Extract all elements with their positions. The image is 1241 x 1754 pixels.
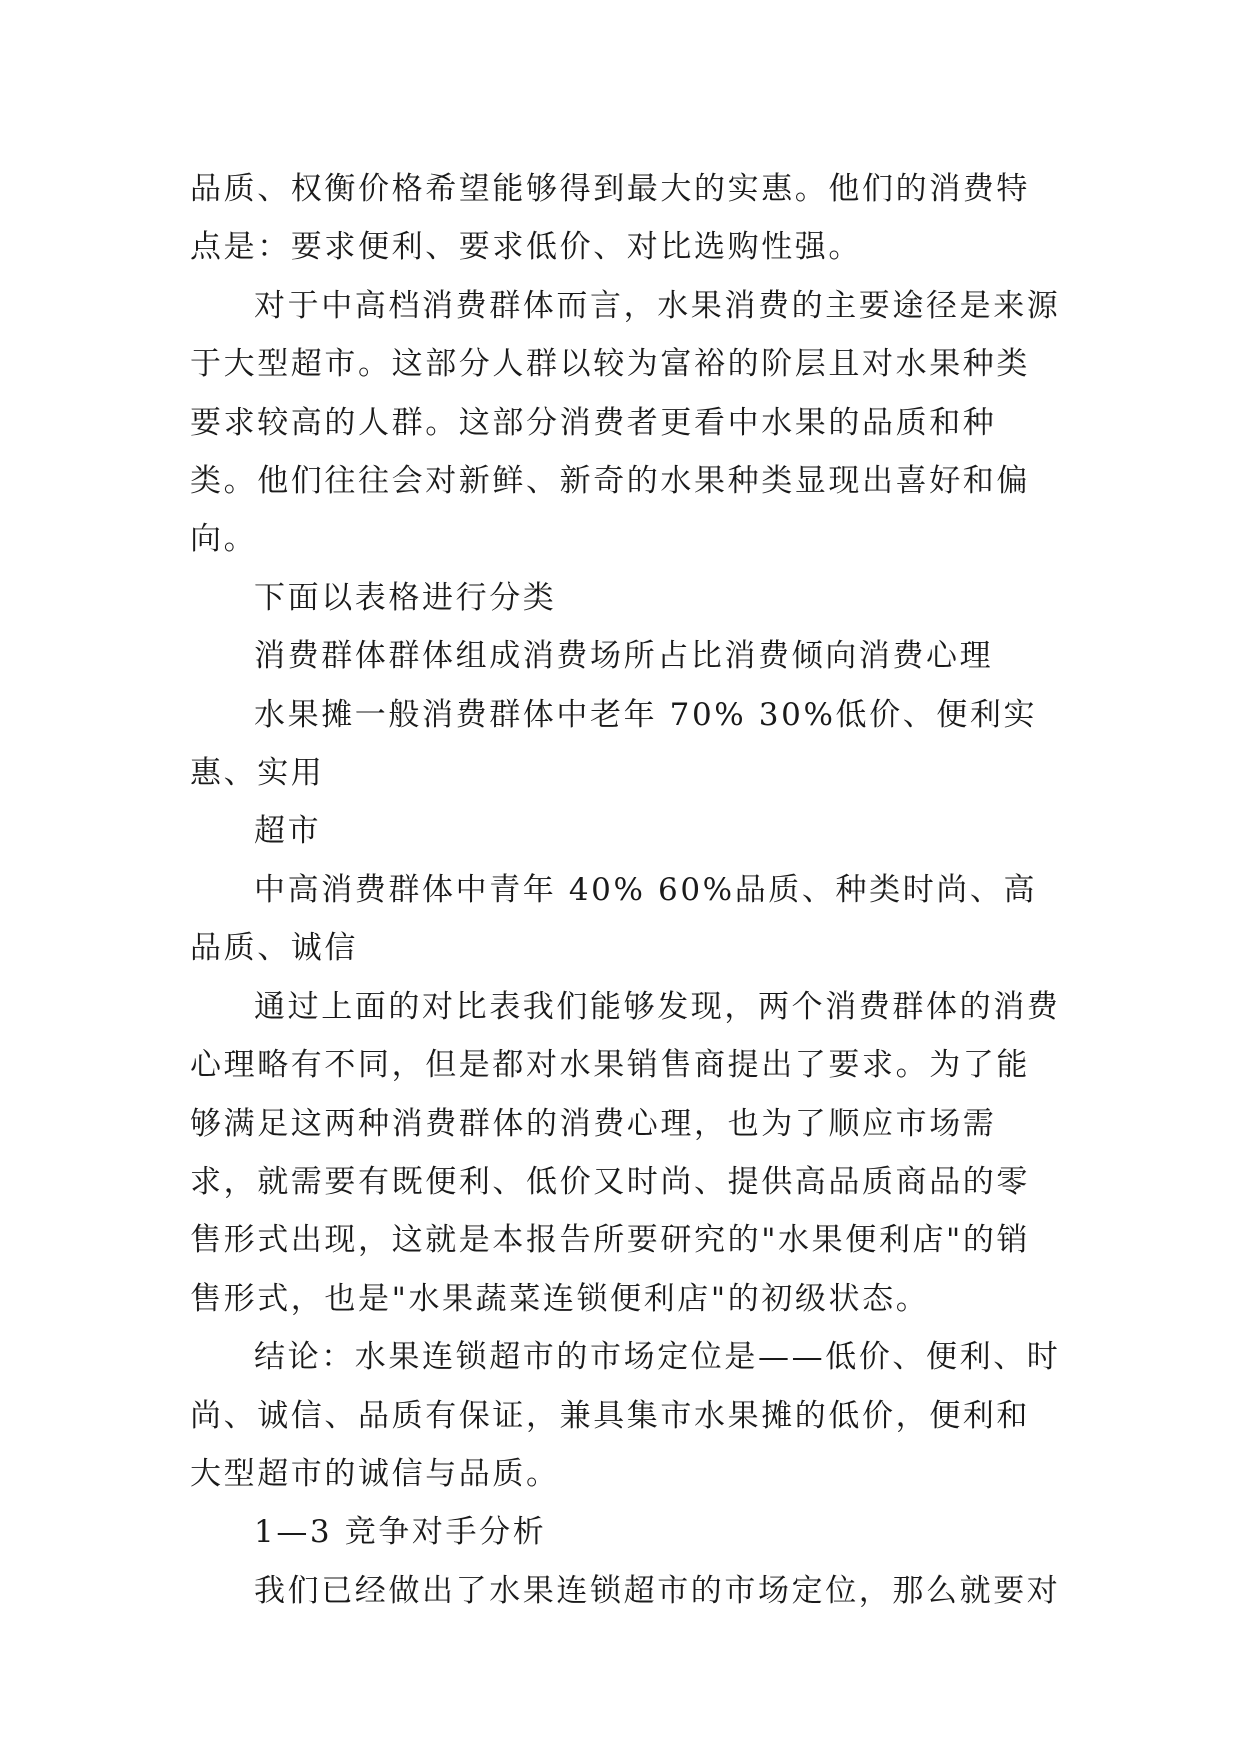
table-row-supermarket-label: 超市 [254, 813, 322, 850]
paragraph-competitor-intro: 我们已经做出了水果连锁超市的市场定位，那么就要对 [254, 1572, 1061, 1609]
paragraph-comparison: 通过上面的对比表我们能够发现，两个消费群体的消费心理略有不同，但是都对水果销售商提出了要求。为了能够满足这两种消费群体的消费心理，也为了顺应市场需求，就需要有既便利、低价又时尚、提供高品质商品的零售形式出现，这就是本报告所要研究的"水果便利店"的销售形式，也是"水果蔬菜连锁便利店"的初级状态。 [190, 988, 1061, 1317]
document-body [190, 160, 1062, 1620]
paragraph-consumer-traits: 品质、权衡价格希望能够得到最大的实惠。他们的消费特点是：要求便利、要求低价、对比选购性强。 [190, 171, 1030, 266]
paragraph-table-intro: 下面以表格进行分类 [254, 579, 557, 616]
table-header-line: 消费群体群体组成消费场所占比消费倾向消费心理 [254, 638, 994, 675]
table-row-fruit-stall: 水果摊一般消费群体中老年 70% 30%低价、便利实惠、实用 [190, 696, 1038, 792]
paragraph-mid-high-group: 对于中高档消费群体而言，水果消费的主要途径是来源于大型超市。这部分人群以较为富裕的阶层且对水果种类要求较高的人群。这部分消费者更看中水果的品质和种类。他们往往会对新鲜、新奇的水果种类显现出喜好和偏向。 [190, 287, 1061, 558]
table-row-mid-high: 中高消费群体中青年 40% 60%品质、种类时尚、高品质、诚信 [190, 871, 1038, 967]
paragraph-conclusion: 结论：水果连锁超市的市场定位是——低价、便利、时尚、诚信、品质有保证，兼具集市水果摊的低价，便利和大型超市的诚信与品质。 [190, 1339, 1061, 1492]
section-heading-competitor-analysis: 1—3 竞争对手分析 [254, 1514, 547, 1551]
